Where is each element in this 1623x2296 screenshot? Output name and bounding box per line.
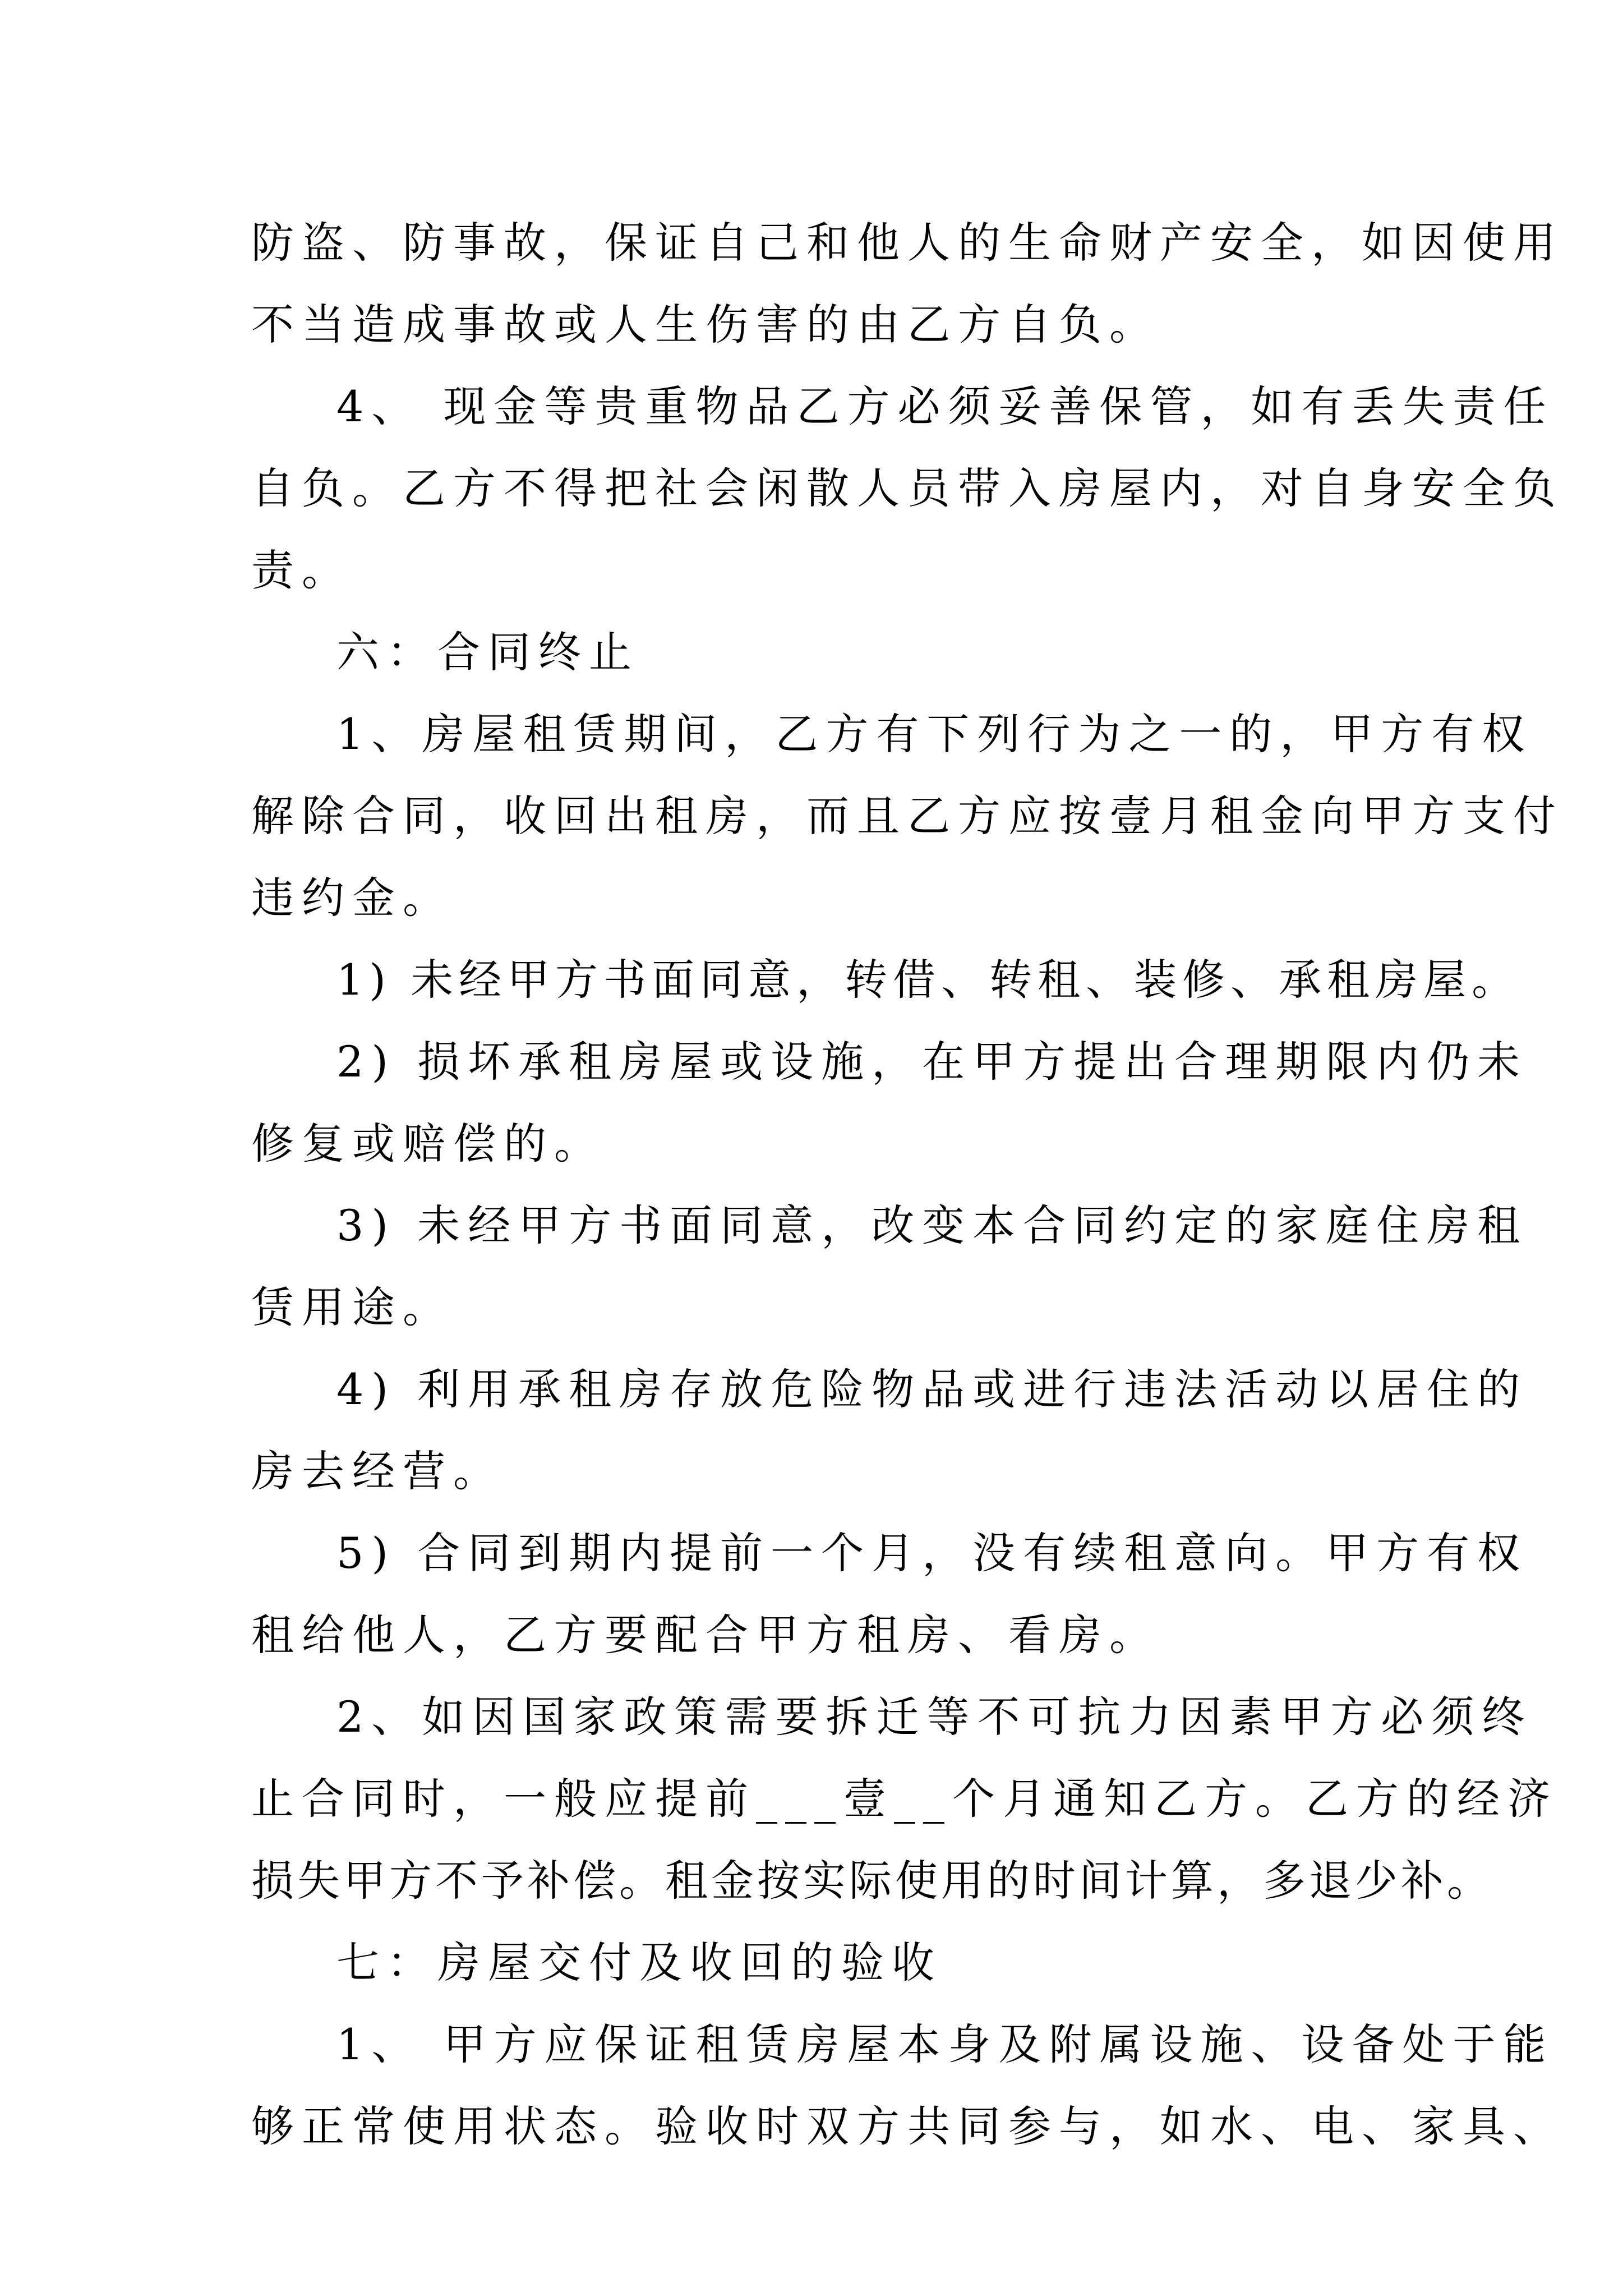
section-heading: 七：房屋交付及收回的验收	[336, 1938, 942, 1987]
paragraph-line: 1、房屋租赁期间，乙方有下列行为之一的，甲方有权	[336, 709, 1533, 759]
paragraph-line: 4) 利用承租房存放危险物品或进行违法活动以居住的	[336, 1364, 1528, 1414]
paragraph-line: 够正常使用状态。验收时双方共同参与，如水、电、家具、	[251, 2101, 1564, 2151]
paragraph-line: 1) 未经甲方书面同意，转借、转租、装修、承租房屋。	[336, 955, 1520, 1005]
paragraph-line: 责。	[251, 545, 352, 595]
paragraph-line: 解除合同，收回出租房，而且乙方应按壹月租金向甲方支付	[251, 791, 1564, 841]
paragraph-line: 2、如因国家政策需要拆迁等不可抗力因素甲方必须终	[336, 1692, 1533, 1742]
paragraph-line: 赁用途。	[251, 1282, 453, 1332]
paragraph-line: 损失甲方不予补偿。租金按实际使用的时间计算，多退少补。	[251, 1856, 1493, 1906]
paragraph-line: 房去经营。	[251, 1446, 504, 1496]
paragraph-line: 2) 损坏承租房屋或设施，在甲方提出合理期限内仍未	[336, 1037, 1528, 1087]
paragraph-line: 防盗、防事故，保证自己和他人的生命财产安全，如因使用	[251, 218, 1564, 268]
paragraph-line: 4、 现金等贵重物品乙方必须妥善保管，如有丢失责任	[336, 381, 1554, 431]
paragraph-line: 3) 未经甲方书面同意，改变本合同约定的家庭住房租	[336, 1200, 1528, 1250]
paragraph-line: 不当造成事故或人生伤害的由乙方自负。	[251, 300, 1160, 349]
paragraph-line: 5) 合同到期内提前一个月，没有续租意向。甲方有权	[336, 1528, 1528, 1578]
paragraph-line: 自负。乙方不得把社会闲散人员带入房屋内，对自身安全负	[251, 463, 1564, 513]
section-heading: 六：合同终止	[336, 627, 639, 677]
paragraph-line: 租给他人，乙方要配合甲方租房、看房。	[251, 1610, 1160, 1660]
paragraph-line: 1、 甲方应保证租赁房屋本身及附属设施、设备处于能	[336, 2019, 1554, 2069]
paragraph-line: 止合同时，一般应提前___壹__个月通知乙方。乙方的经济	[251, 1774, 1558, 1824]
paragraph-line: 修复或赔偿的。	[251, 1119, 605, 1168]
paragraph-line: 违约金。	[251, 873, 453, 923]
document-body	[251, 202, 1564, 2168]
